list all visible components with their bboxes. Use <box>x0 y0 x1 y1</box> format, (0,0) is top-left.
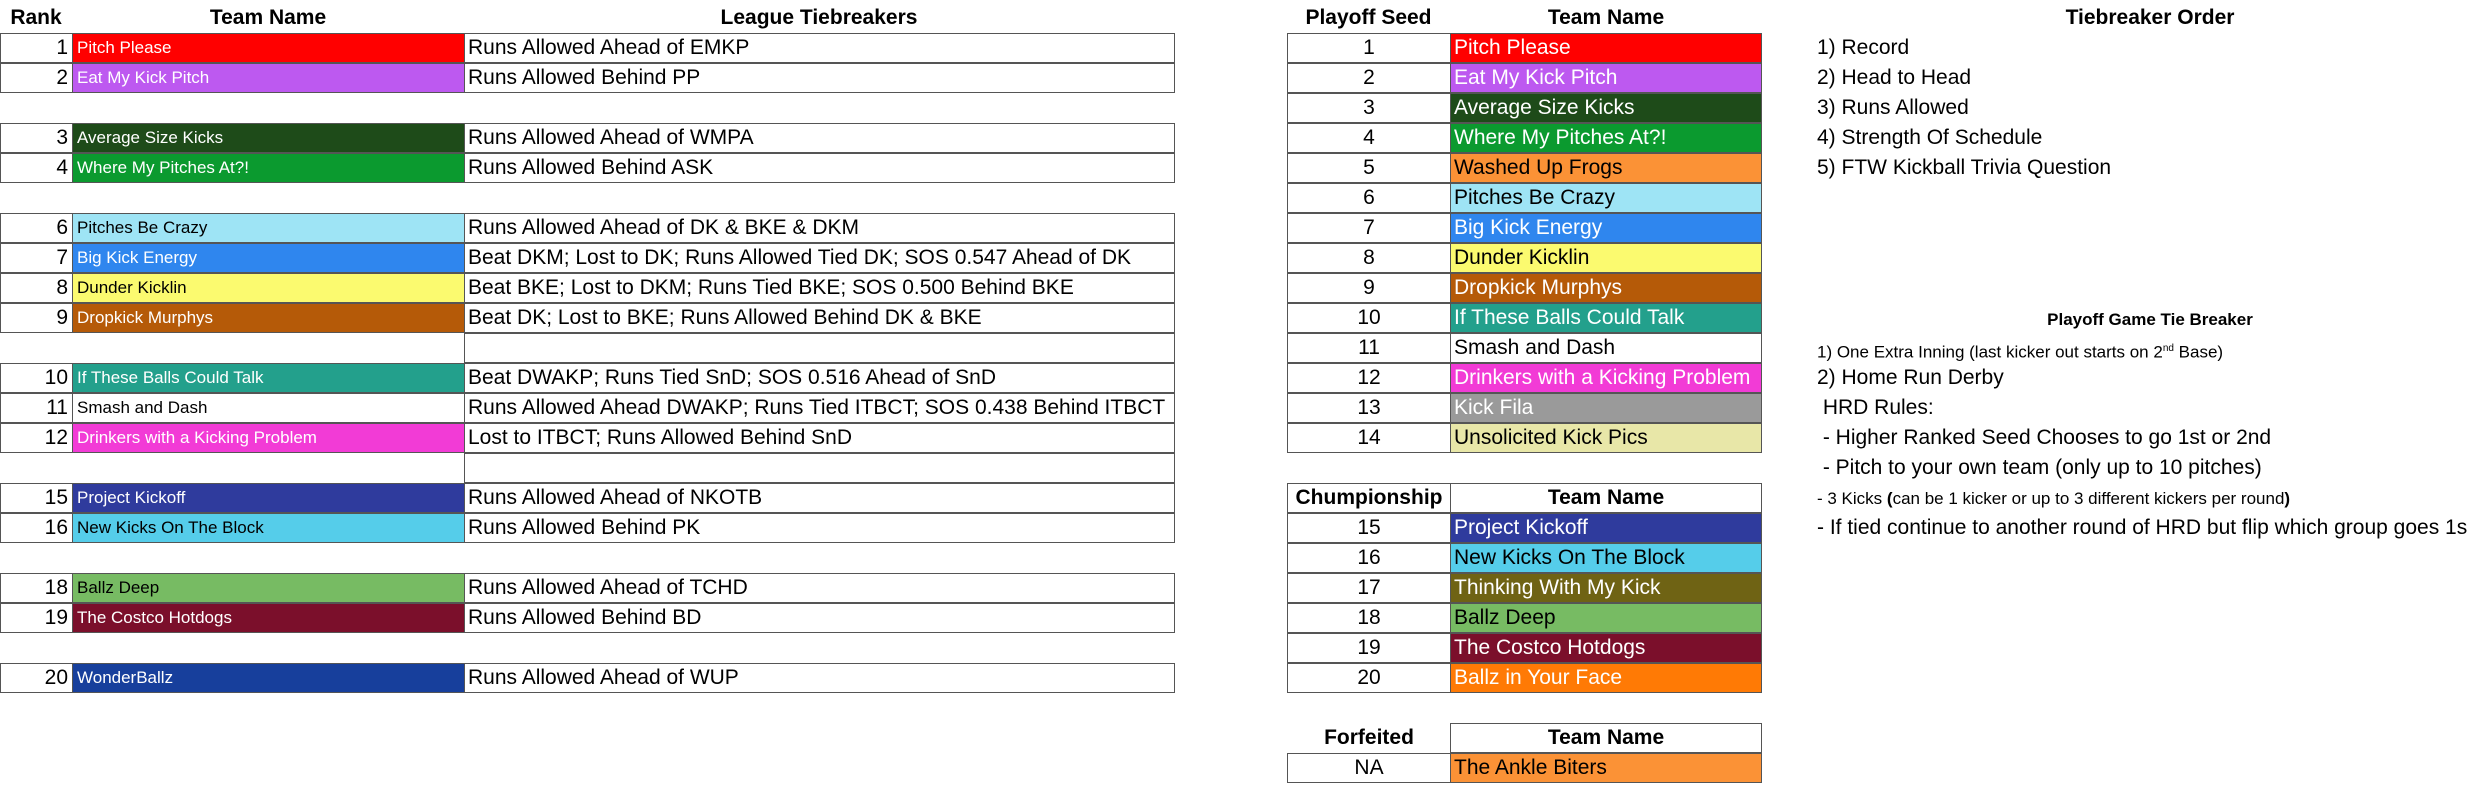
seed-cell: 9 <box>1287 273 1451 303</box>
tiebreaker-order-item: 2) Head to Head <box>1817 66 1972 89</box>
tiebreaker-cell: Runs Allowed Ahead of DK & BKE & DKM <box>464 213 1175 243</box>
playoff-team-cell: If These Balls Could Talk <box>1450 303 1762 333</box>
seed-cell: 6 <box>1287 183 1451 213</box>
tiebreaker-cell: Runs Allowed Ahead of EMKP <box>464 33 1175 63</box>
team-name-cell: Where My Pitches At?! <box>72 153 465 183</box>
hrd-rule-tie: - If tied continue to another round of HRD but flip which group goes 1s <box>1817 516 2468 539</box>
team-name-cell: Project Kickoff <box>72 483 465 513</box>
tiebreaker-order-item: 5) FTW Kickball Trivia Question <box>1817 156 2112 179</box>
chumpionship-team-cell: New Kicks On The Block <box>1450 543 1762 573</box>
playoff-team-cell: Dunder Kicklin <box>1450 243 1762 273</box>
chumpionship-team-cell: Project Kickoff <box>1450 513 1762 543</box>
tiebreaker-cell: Lost to ITBCT; Runs Allowed Behind SnD <box>464 423 1175 453</box>
playoff-team-cell: Dropkick Murphys <box>1450 273 1762 303</box>
playoff-team-cell: Washed Up Frogs <box>1450 153 1762 183</box>
tiebreaker-cell: Runs Allowed Behind PK <box>464 513 1175 543</box>
team-name-cell: Dunder Kicklin <box>72 273 465 303</box>
playoff-team-cell: Average Size Kicks <box>1450 93 1762 123</box>
hrd-rule-pitch: - Pitch to your own team (only up to 10 pitches) <box>1817 456 2262 479</box>
playoff-team-cell: Where My Pitches At?! <box>1450 123 1762 153</box>
tiebreaker-cell: Runs Allowed Ahead DWAKP; Runs Tied ITBCT; SOS 0.438 Behind ITBCT <box>464 393 1175 423</box>
tiebreaker-blank-cell <box>464 453 1175 483</box>
rank-cell: 3 <box>0 123 73 153</box>
rank-cell: 9 <box>0 303 73 333</box>
team-name-cell: Big Kick Energy <box>72 243 465 273</box>
rule-1-text: 1) One Extra Inning (last kicker out starts on 2 <box>1817 342 2163 362</box>
tiebreaker-order-title: Tiebreaker Order <box>2065 6 2235 29</box>
hrd-rule-seed-choice: - Higher Ranked Seed Chooses to go 1st or 2nd <box>1817 426 2272 449</box>
seed-cell: 7 <box>1287 213 1451 243</box>
rank-header: Rank <box>10 6 62 29</box>
chumpionship-team-cell: Thinking With My Kick <box>1450 573 1762 603</box>
playoff-team-cell: Pitches Be Crazy <box>1450 183 1762 213</box>
chumpionship-team-name-header: Team Name <box>1450 483 1762 513</box>
chumpionship-seed-cell: 17 <box>1287 573 1451 603</box>
chumpionship-team-cell: Ballz in Your Face <box>1450 663 1762 693</box>
team-name-header: Team Name <box>209 6 327 29</box>
chumpionship-seed-cell: 19 <box>1287 633 1451 663</box>
playoff-team-cell: Eat My Kick Pitch <box>1450 63 1762 93</box>
tiebreaker-blank-cell <box>464 333 1175 363</box>
rule-1-text-end: Base) <box>2173 342 2224 362</box>
rank-cell: 2 <box>0 63 73 93</box>
chumpionship-header: Chumpionship <box>1287 483 1451 513</box>
tiebreaker-order-item: 1) Record <box>1817 36 1910 59</box>
seed-cell: 14 <box>1287 423 1451 453</box>
rank-cell: 6 <box>0 213 73 243</box>
playoff-team-cell: Smash and Dash <box>1450 333 1762 363</box>
chumpionship-seed-cell: 20 <box>1287 663 1451 693</box>
rank-cell: 19 <box>0 603 73 633</box>
forfeited-team-cell: The Ankle Biters <box>1450 753 1762 783</box>
tiebreaker-cell: Beat BKE; Lost to DKM; Runs Tied BKE; SOS 0.500 Behind BKE <box>464 273 1175 303</box>
team-name-cell: The Costco Hotdogs <box>72 603 465 633</box>
team-name-cell: Pitches Be Crazy <box>72 213 465 243</box>
hrd-rules-heading: HRD Rules: <box>1817 396 1934 419</box>
rank-cell: 12 <box>0 423 73 453</box>
seed-cell: 8 <box>1287 243 1451 273</box>
playoff-team-cell: Pitch Please <box>1450 33 1762 63</box>
forfeited-header: Forfeited <box>1324 726 1414 749</box>
playoff-tiebreaker-title: Playoff Game Tie Breaker <box>2047 310 2253 329</box>
rank-cell: 20 <box>0 663 73 693</box>
rank-cell: 8 <box>0 273 73 303</box>
rule-1-superscript: nd <box>2162 343 2174 354</box>
rank-cell: 16 <box>0 513 73 543</box>
playoff-team-cell: Kick Fila <box>1450 393 1762 423</box>
team-name-cell: New Kicks On The Block <box>72 513 465 543</box>
tiebreaker-cell: Runs Allowed Behind ASK <box>464 153 1175 183</box>
forfeited-team-name-header: Team Name <box>1450 723 1762 753</box>
rank-cell: 10 <box>0 363 73 393</box>
seed-cell: 1 <box>1287 33 1451 63</box>
playoff-tiebreaker-rule-2: 2) Home Run Derby <box>1817 366 2004 389</box>
playoff-team-cell: Unsolicited Kick Pics <box>1450 423 1762 453</box>
team-name-cell: Smash and Dash <box>72 393 465 423</box>
team-name-cell: Dropkick Murphys <box>72 303 465 333</box>
team-name-cell: Eat My Kick Pitch <box>72 63 465 93</box>
hrd-rule-kicks <box>1817 484 2290 514</box>
tiebreaker-cell: Beat DKM; Lost to DK; Runs Allowed Tied DK; SOS 0.547 Ahead of DK <box>464 243 1175 273</box>
tiebreaker-order-item: 3) Runs Allowed <box>1817 96 1969 119</box>
tiebreaker-cell: Runs Allowed Ahead of NKOTB <box>464 483 1175 513</box>
chumpionship-seed-cell: 16 <box>1287 543 1451 573</box>
chumpionship-team-cell: The Costco Hotdogs <box>1450 633 1762 663</box>
kicks-paren-close: ) <box>2284 489 2291 508</box>
team-name-cell: Pitch Please <box>72 33 465 63</box>
seed-cell: 5 <box>1287 153 1451 183</box>
seed-cell: 10 <box>1287 303 1451 333</box>
team-name-cell: Average Size Kicks <box>72 123 465 153</box>
tiebreaker-cell: Runs Allowed Ahead of WUP <box>464 663 1175 693</box>
tiebreaker-cell: Runs Allowed Behind BD <box>464 603 1175 633</box>
playoff-team-name-header: Team Name <box>1547 6 1665 29</box>
kicks-detail: can be 1 kicker or up to 3 different kickers per round <box>1892 489 2285 508</box>
rank-cell: 4 <box>0 153 73 183</box>
playoff-team-cell: Big Kick Energy <box>1450 213 1762 243</box>
league-tiebreakers-header: League Tiebreakers <box>720 6 918 29</box>
tiebreaker-order-item: 4) Strength Of Schedule <box>1817 126 2043 149</box>
team-name-cell: Drinkers with a Kicking Problem <box>72 423 465 453</box>
kicks-text: - 3 Kicks <box>1817 489 1887 508</box>
seed-cell: 4 <box>1287 123 1451 153</box>
tiebreaker-cell: Beat DWAKP; Runs Tied SnD; SOS 0.516 Ahead of SnD <box>464 363 1175 393</box>
rank-cell: 15 <box>0 483 73 513</box>
seed-cell: 12 <box>1287 363 1451 393</box>
tiebreaker-cell: Runs Allowed Ahead of TCHD <box>464 573 1175 603</box>
team-name-cell: If These Balls Could Talk <box>72 363 465 393</box>
team-name-cell: WonderBallz <box>72 663 465 693</box>
seed-cell: 11 <box>1287 333 1451 363</box>
tiebreaker-cell: Beat DK; Lost to BKE; Runs Allowed Behind DK & BKE <box>464 303 1175 333</box>
chumpionship-seed-cell: 18 <box>1287 603 1451 633</box>
rank-cell: 1 <box>0 33 73 63</box>
playoff-team-cell: Drinkers with a Kicking Problem <box>1450 363 1762 393</box>
rank-cell: 11 <box>0 393 73 423</box>
chumpionship-seed-cell: 15 <box>1287 513 1451 543</box>
seed-cell: 13 <box>1287 393 1451 423</box>
rank-cell: 18 <box>0 573 73 603</box>
forfeited-seed-cell: NA <box>1287 753 1451 783</box>
seed-cell: 2 <box>1287 63 1451 93</box>
kicks-paren-open: ( <box>1886 489 1893 508</box>
chumpionship-team-cell: Ballz Deep <box>1450 603 1762 633</box>
tiebreaker-cell: Runs Allowed Behind PP <box>464 63 1175 93</box>
tiebreaker-cell: Runs Allowed Ahead of WMPA <box>464 123 1175 153</box>
seed-cell: 3 <box>1287 93 1451 123</box>
rank-cell: 7 <box>0 243 73 273</box>
team-name-cell: Ballz Deep <box>72 573 465 603</box>
playoff-seed-header: Playoff Seed <box>1305 6 1432 29</box>
